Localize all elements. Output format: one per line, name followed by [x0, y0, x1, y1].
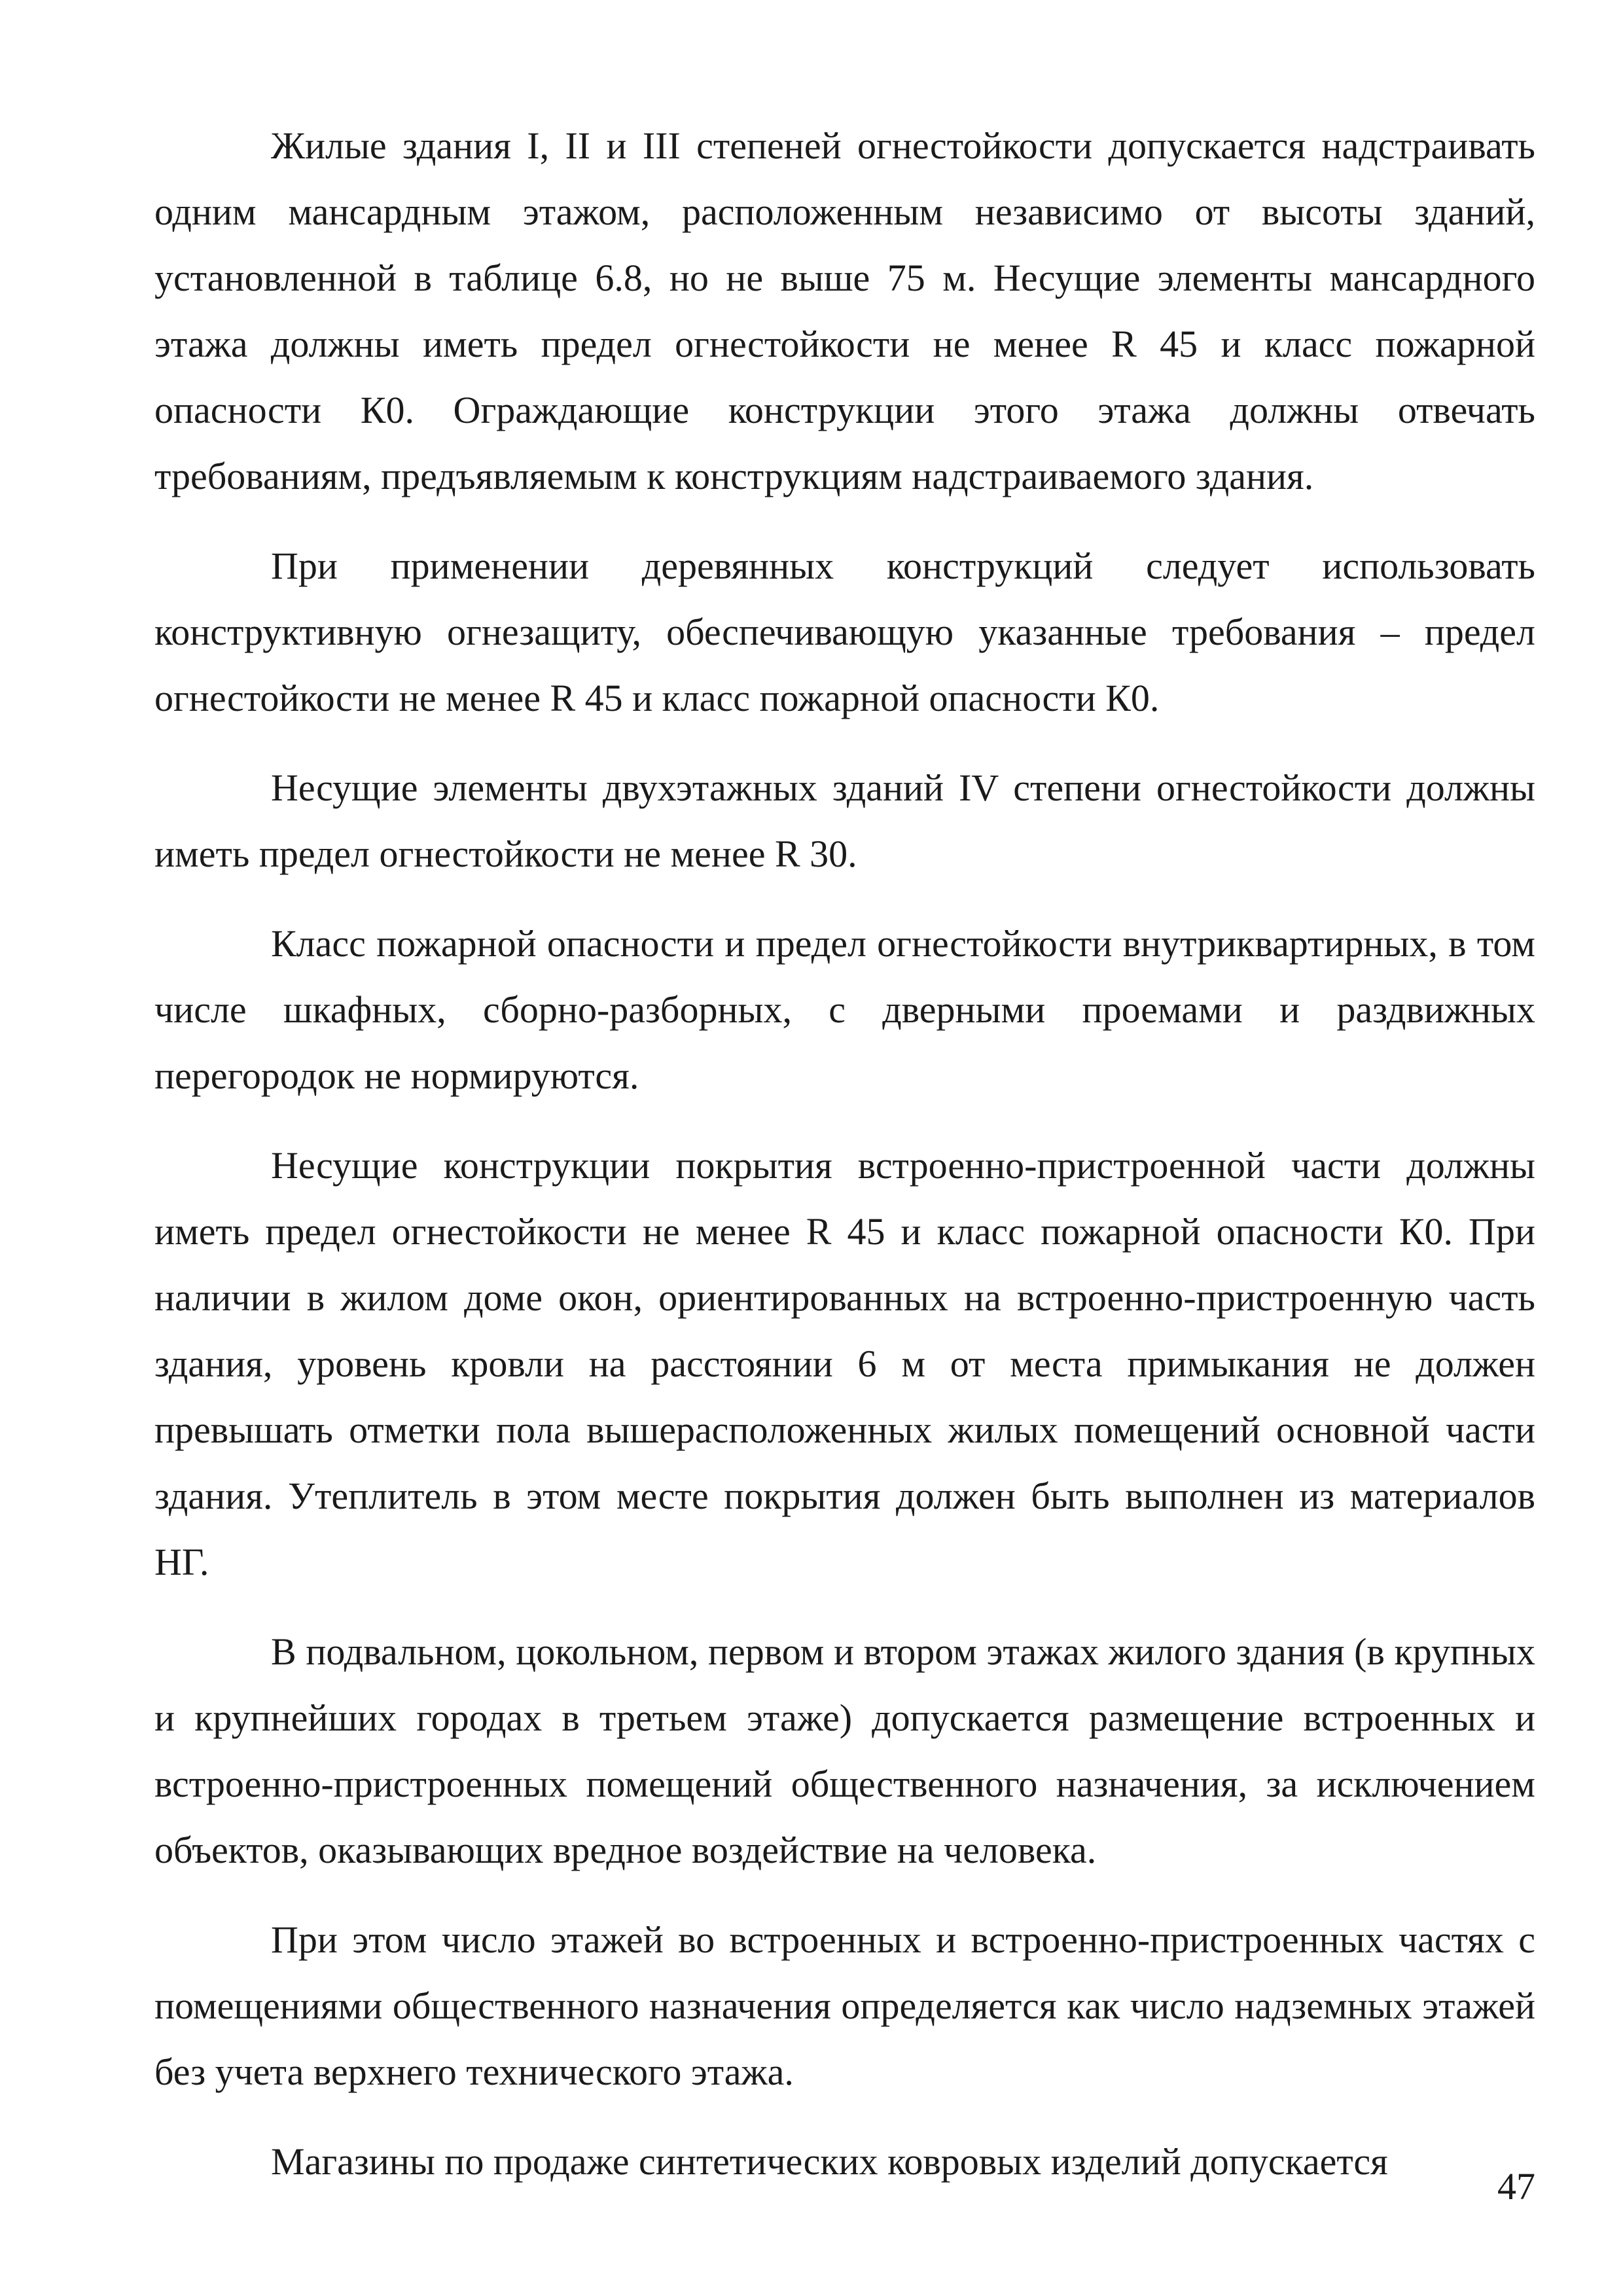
paragraph-internal-partitions: Класс пожарной опасности и предел огнестойкости внутриквартирных, в том числе шкафных, сборно-разборных, с дверными проемами и раздвижных перегородок не нормируются.	[154, 922, 1535, 1097]
page-number: 47	[1497, 2165, 1535, 2208]
body-text	[154, 113, 1535, 2195]
paragraph-carpet-shops: Магазины по продаже синтетических ковровых изделий допускается	[271, 2140, 1388, 2183]
paragraph-two-storey-buildings: Несущие элементы двухэтажных зданий IV степени огнестойкости должны иметь предел огнестойкости не менее R 30.	[154, 766, 1535, 875]
paragraph-wooden-structures: При применении деревянных конструкций следует использовать конструктивную огнезащиту, обеспечивающую указанные требования – предел огнестойкости не менее R 45 и класс пожарной опасности К0.	[154, 545, 1535, 719]
paragraph-mansard-floor: Жилые здания I, II и III степеней огнестойкости допускается надстраивать одним мансардным этажом, расположенным независимо от высоты зданий, установленной в таблице 6.8, но не выше 75 м. Несущие элементы мансардного этажа должны иметь предел огнестойкости не менее R 45 и класс пожарной опасности К0. Ограждающие конструкции этого этажа должны отвечать требованиям, предъявляемым к конструкциям надстраиваемого здания.	[154, 124, 1535, 497]
paragraph-public-premises: В подвальном, цокольном, первом и втором этажах жилого здания (в крупных и крупнейших городах в третьем этаже) допускается размещение встроенных и встроенно-пристроенных помещений общественного назначения, за исключением объектов, оказывающих вредное воздействие на человека.	[154, 1630, 1535, 1871]
paragraph-roof-structures: Несущие конструкции покрытия встроенно-пристроенной части должны иметь предел огнестойкости не менее R 45 и класс пожарной опасности К0. При наличии в жилом доме окон, ориентированных на встроенно-пристроенную часть здания, уровень кровли на расстоянии 6 м от места примыкания не должен превышать отметки пола вышерасположенных жилых помещений основной части здания. Утеплитель в этом месте покрытия должен быть выполнен из материалов НГ.	[154, 1144, 1535, 1583]
paragraph-storey-count: При этом число этажей во встроенных и встроенно-пристроенных частях с помещениями общественного назначения определяется как число надземных этажей без учета верхнего технического этажа.	[154, 1918, 1535, 2093]
